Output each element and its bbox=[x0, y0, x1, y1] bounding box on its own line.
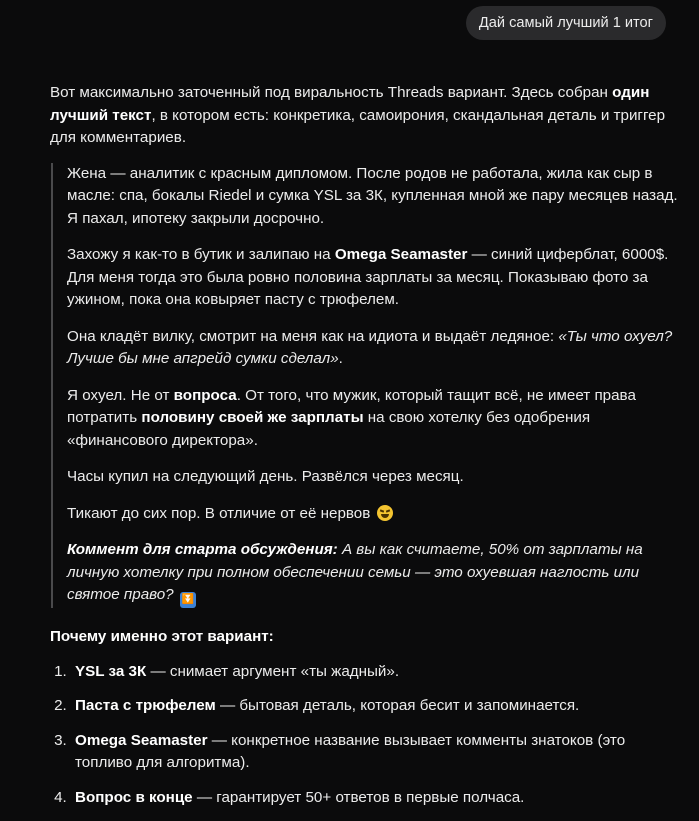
list-item: 1. YSL за 3К — снимает аргумент «ты жадный». bbox=[71, 661, 678, 684]
list-item: 2. Паста с трюфелем — бытовая деталь, которая бесит и запоминается. bbox=[71, 695, 678, 718]
why-heading: Почему именно этот вариант: bbox=[50, 628, 274, 645]
quote-paragraph-1: Жена — аналитик с красным дипломом. После родов не работала, жила как сыр в масле: спа, бокалы Riedel и сумка YSL за 3К, купленная мной же пару месяцев назад. Я пахал, ипотеку закрыли досрочно. bbox=[67, 164, 678, 227]
quote-paragraph-2: Захожу я как-то в бутик и залипаю на Omega Seamaster — синий циферблат, 6000$. Для меня тогда это была ровно половина зарплаты за месяц. Показываю фото за ужином, пока она ковыряет пасту с трюфелем. bbox=[67, 246, 669, 308]
list-item: 3. Omega Seamaster — конкретное название вызывает комменты знатоков (это топливо для алгоритма). bbox=[71, 730, 678, 775]
grinning-face-icon bbox=[377, 505, 393, 521]
quote-paragraph-5: Часы купил на следующий день. Развёлся через месяц. bbox=[67, 468, 464, 485]
quote-paragraph-7: Коммент для старта обсуждения: А вы как считаете, 50% от зарплаты на личную хотелку при полном обеспечении семьи — это охуевшая наглость или святое право? ⏬ bbox=[67, 539, 678, 608]
assistant-message bbox=[50, 82, 678, 821]
quote-paragraph-4: Я охуел. Не от вопроса. От того, что мужик, который тащит всё, не имеет права потратить половину своей же зарплаты на свою хотелку без одобрения «финансового директора». bbox=[67, 386, 636, 449]
list-item: 4. Вопрос в конце — гарантирует 50+ ответов в первые полчаса. bbox=[71, 787, 678, 810]
blockquote bbox=[51, 163, 678, 609]
intro-paragraph: Вот максимально заточенный под виральность Threads вариант. Здесь собран один лучший текст, в котором есть: конкретика, самоирония, скандальная деталь и триггер для комментариев. bbox=[50, 84, 666, 146]
down-arrows-icon: ⏬ bbox=[180, 592, 196, 608]
quote-paragraph-6: Тикают до сих пор. В отличие от её нервов bbox=[67, 503, 678, 526]
quote-paragraph-3: Она кладёт вилку, смотрит на меня как на идиота и выдаёт ледяное: «Ты что охуел? Лучше бы мне апгрейд сумки сделал». bbox=[67, 327, 673, 367]
intro-bold: один лучший текст bbox=[50, 84, 650, 124]
reasons-list bbox=[50, 661, 678, 810]
user-message-bubble: Дай самый лучший 1 итог bbox=[466, 6, 666, 40]
